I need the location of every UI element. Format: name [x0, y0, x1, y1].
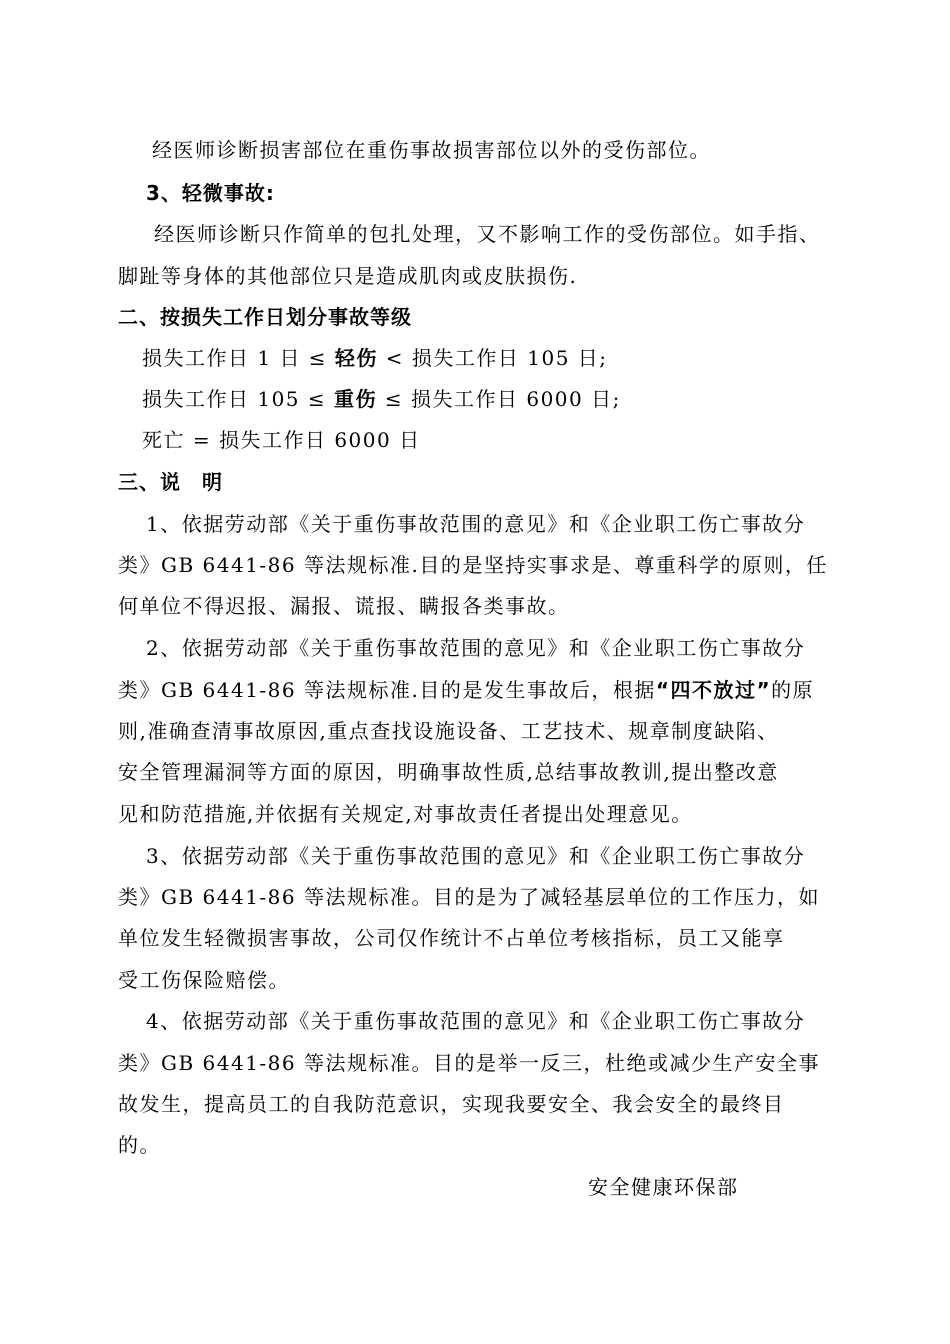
rule-minor-injury-left: 损失工作日 1 日 ≤	[142, 346, 335, 370]
note-3-line1: 3、依据劳动部《关于重伤事故范围的意见》和《企业职工伤亡事故分	[146, 844, 806, 868]
note-1-line1: 1、依据劳动部《关于重伤事故范围的意见》和《企业职工伤亡事故分	[146, 512, 806, 536]
rule-minor-injury	[142, 344, 608, 372]
rule-serious-injury-left: 损失工作日 105 ≤	[142, 387, 335, 411]
paragraph-minor-accident-line2: 脚趾等身体的其他部位只是造成肌肉或皮肤损伤.	[118, 264, 578, 288]
heading-section-two: 二、按损失工作日划分事故等级	[118, 305, 412, 329]
signature-department: 安全健康环保部	[588, 1175, 739, 1199]
note-2-line5: 见和防范措施,并依据有关规定,对事故责任者提出处理意见。	[118, 802, 693, 826]
note-2-line2-c: 的原	[771, 678, 815, 702]
note-3-line3: 单位发生轻微损害事故，公司仅作统计不占单位考核指标，员工又能享	[118, 926, 785, 950]
note-4-line3: 故发生，提高员工的自我防范意识，实现我要安全、我会安全的最终目	[118, 1092, 785, 1116]
rule-serious-injury-term: 重伤	[334, 387, 378, 411]
rule-minor-injury-term: 轻伤	[334, 346, 378, 370]
paragraph-minor-accident-line1: 经医师诊断只作简单的包扎处理，又不影响工作的受伤部位。如手指、	[154, 222, 821, 246]
note-3-line4: 受工伤保险赔偿。	[118, 968, 290, 992]
note-2-line2-a: 类》GB 6441-86 等法规标准.目的是发生事故后，根据	[118, 678, 656, 702]
rule-serious-injury	[142, 385, 621, 413]
note-4-line1: 4、依据劳动部《关于重伤事故范围的意见》和《企业职工伤亡事故分	[146, 1009, 806, 1033]
note-4-line4: 的。	[118, 1133, 161, 1157]
note-2-line4: 安全管理漏洞等方面的原因，明确事故性质,总结事故教训,提出整改意	[118, 760, 779, 784]
note-1-line3: 何单位不得迟报、漏报、谎报、瞒报各类事故。	[118, 594, 570, 618]
heading-section-three: 三、说 明	[118, 470, 223, 494]
note-2-line3: 则,准确查清事故原因,重点查找设施设备、工艺技术、规章制度缺陷、	[118, 719, 779, 743]
rule-minor-injury-right: < 损失工作日 105 日;	[377, 346, 608, 370]
paragraph-serious-injury-continued: 经医师诊断损害部位在重伤事故损害部位以外的受伤部位。	[152, 138, 711, 162]
rule-serious-injury-right: ≤ 损失工作日 6000 日;	[377, 387, 621, 411]
four-not-let-off-term: “四不放过”	[655, 678, 772, 702]
note-3-line2: 类》GB 6441-86 等法规标准。目的是为了减轻基层单位的工作压力，如	[118, 885, 820, 909]
heading-minor-accident: 3、轻微事故:	[146, 181, 275, 205]
note-2-line1: 2、依据劳动部《关于重伤事故范围的意见》和《企业职工伤亡事故分	[146, 636, 806, 660]
rule-death: 死亡 = 损失工作日 6000 日	[142, 428, 421, 452]
note-1-line2: 类》GB 6441-86 等法规标准.目的是坚持实事求是、尊重科学的原则，任	[118, 553, 828, 577]
note-4-line2: 类》GB 6441-86 等法规标准。目的是举一反三，杜绝或减少生产安全事	[118, 1051, 820, 1075]
note-2-line2	[118, 676, 814, 704]
